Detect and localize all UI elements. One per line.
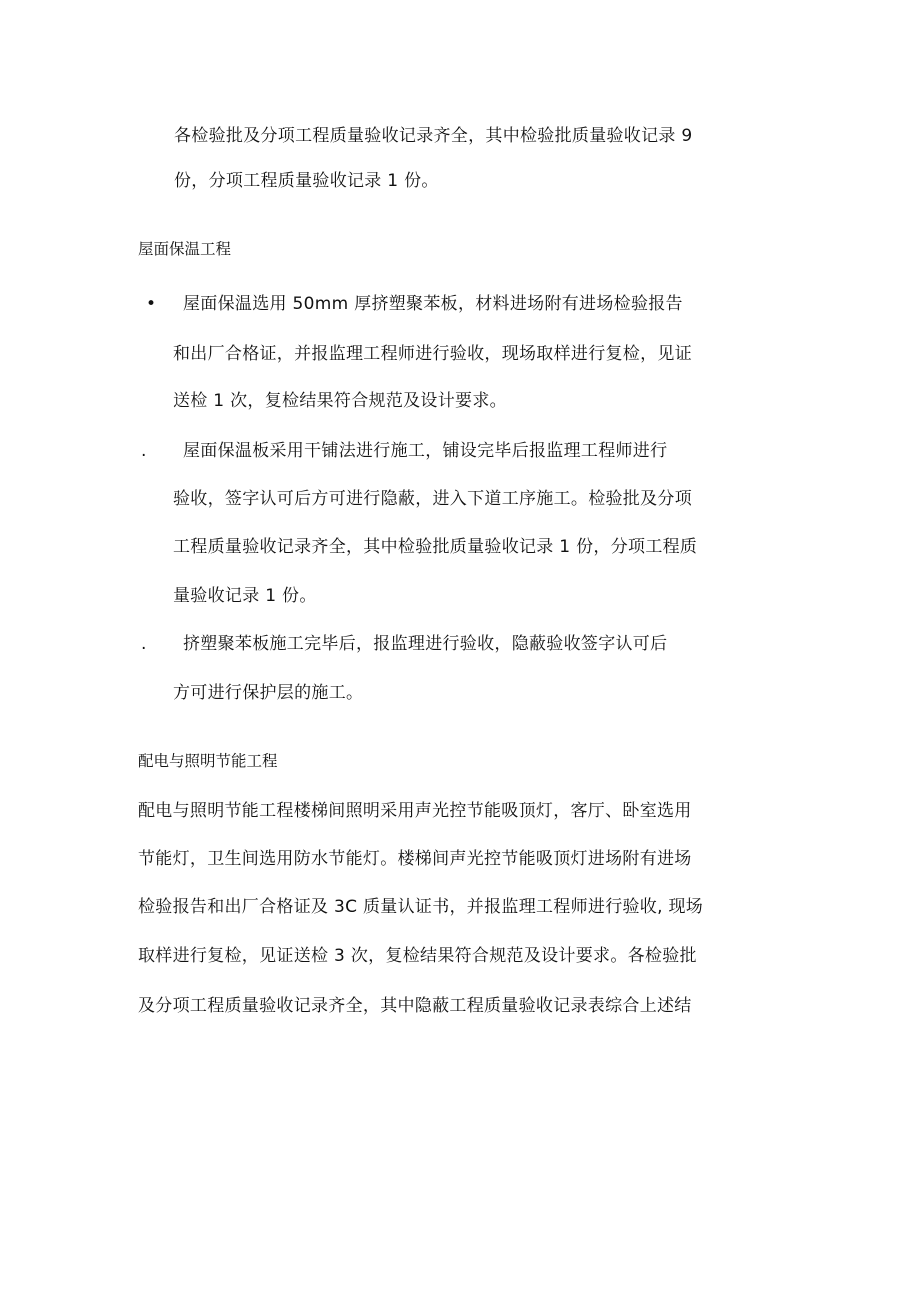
intro-line-1: 各检验批及分项工程质量验收记录齐全，其中检验批质量验收记录 9: [174, 126, 693, 146]
lighting-line-1: 配电与照明节能工程楼梯间照明采用声光控节能吸顶灯，客厅、卧室选用: [138, 801, 692, 821]
roof-insulation-heading: 屋面保温工程: [138, 240, 232, 258]
bullet-marker: •: [146, 294, 157, 314]
roof-item-1-line-1: 屋面保温选用 50mm 厚挤塑聚苯板，材料进场附有进场检验报告: [183, 294, 683, 314]
bullet-marker: .: [141, 634, 147, 654]
roof-item-1-line-3: 送检 1 次，复检结果符合规范及设计要求。: [173, 391, 507, 411]
roof-item-2-line-2: 验收，签字认可后方可进行隐蔽，进入下道工序施工。检验批及分项: [173, 489, 692, 509]
lighting-heading: 配电与照明节能工程: [138, 752, 278, 770]
roof-item-2-line-1: 屋面保温板采用干铺法进行施工，铺设完毕后报监理工程师进行: [183, 441, 668, 461]
lighting-line-2: 节能灯，卫生间选用防水节能灯。楼梯间声光控节能吸顶灯进场附有进场: [138, 849, 692, 869]
lighting-line-5: 及分项工程质量验收记录齐全，其中隐蔽工程质量验收记录表综合上述结: [138, 996, 692, 1016]
lighting-line-3: 检验报告和出厂合格证及 3C 质量认证书，并报监理工程师进行验收, 现场: [138, 897, 704, 917]
roof-item-2-line-3: 工程质量验收记录齐全，其中检验批质量验收记录 1 份，分项工程质: [173, 537, 698, 557]
intro-line-2: 份，分项工程质量验收记录 1 份。: [174, 171, 439, 191]
bullet-marker: .: [141, 441, 147, 461]
roof-item-3-line-1: 挤塑聚苯板施工完毕后，报监理进行验收，隐蔽验收签字认可后: [183, 634, 668, 654]
roof-item-1-line-2: 和出厂合格证，并报监理工程师进行验收，现场取样进行复检，见证: [173, 344, 692, 364]
lighting-line-4: 取样进行复检，见证送检 3 次，复检结果符合规范及设计要求。各检验批: [138, 946, 697, 966]
roof-item-2-line-4: 量验收记录 1 份。: [173, 586, 317, 606]
roof-item-3-line-2: 方可进行保护层的施工。: [173, 683, 364, 703]
